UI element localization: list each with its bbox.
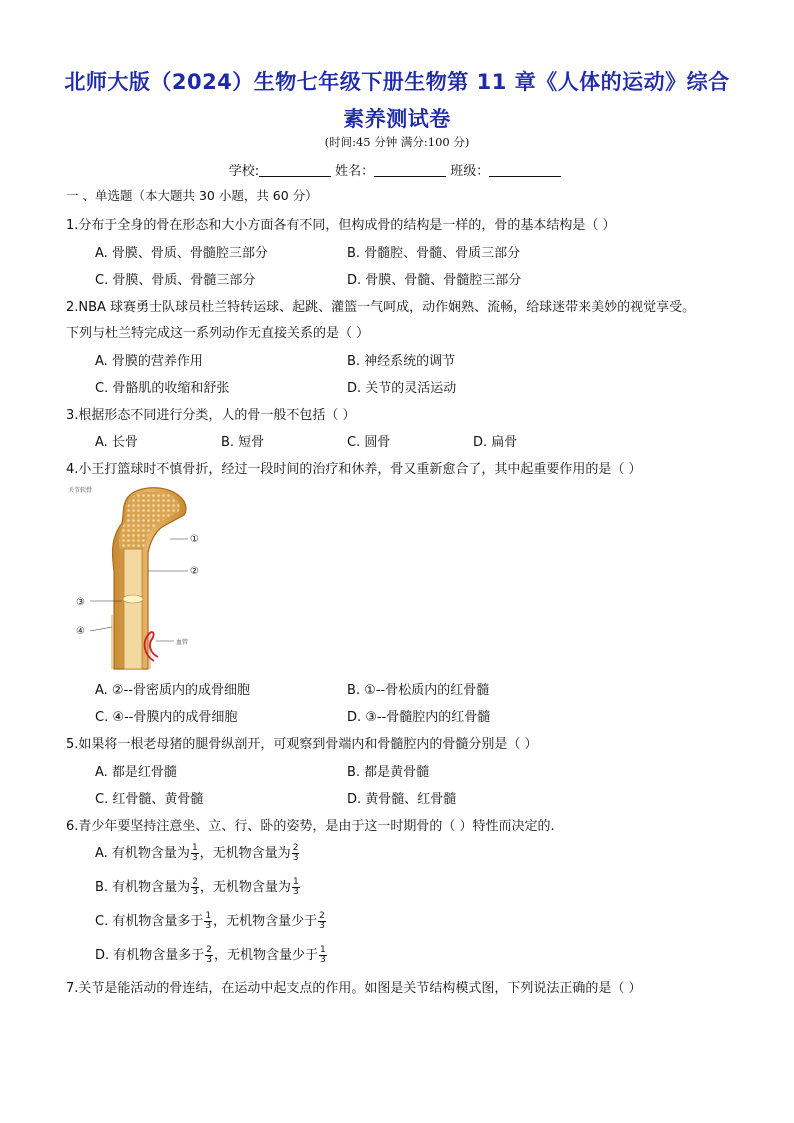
figure-caption-cartilage: 关节软骨 [68,487,93,494]
fraction: $\frac{1}{3}$ [205,911,212,931]
q6-c-text1: C. 有机物含量多于 [95,914,204,929]
name-blank[interactable] [374,163,446,177]
q3-option-d[interactable]: D. 扁骨 [473,435,518,450]
student-info-line [0,160,794,179]
q2-option-d[interactable]: D. 关节的灵活运动 [347,381,457,396]
q6-a-text1: A. 有机物含量为 [95,846,190,861]
q1-option-d[interactable]: D. 骨膜、骨髓、骨髓腔三部分 [347,273,522,288]
q6-option-c[interactable] [95,910,327,931]
label-3: ③ [76,597,85,608]
q6-d-text2: ，无机物含量少于 [214,948,319,963]
fraction: $\frac{2}{3}$ [192,877,198,897]
label-vessel: 血管 [176,639,189,646]
exam-title-line1: 北师大版（2024）生物七年级下册生物第 11 章《人体的运动》综合 [64,70,730,94]
q6-d-text1: D. 有机物含量多于 [95,948,205,963]
question-4-stem: 4.小王打篮球时不慎骨折，经过一段时间的治疗和休养，骨又重新愈合了，其中起重要作用的是（ ） [66,462,642,477]
q5-option-a[interactable]: A. 都是红骨髓 [95,765,177,780]
q6-b-text2: ，无机物含量为 [199,880,291,895]
q4-option-c[interactable]: C. ④--骨膜内的成骨细胞 [95,710,238,725]
q2-option-a[interactable]: A. 骨膜的营养作用 [95,354,203,369]
q2-option-b[interactable]: B. 神经系统的调节 [347,354,456,369]
time-info: (时间:45 分钟 满分:100 分) [324,135,470,149]
q4-option-d[interactable]: D. ③--骨髓腔内的红骨髓 [347,710,491,725]
class-blank[interactable] [489,163,561,177]
fraction: $\frac{1}{3}$ [320,945,326,965]
label-2: ② [190,566,199,577]
school-blank[interactable] [259,163,331,177]
label-1: ① [190,534,199,545]
q6-option-d[interactable] [95,944,328,965]
q2-option-c[interactable]: C. 骨骼肌的收缩和舒张 [95,381,230,396]
marrow-cavity [124,549,142,669]
q3-option-b[interactable]: B. 短骨 [221,435,265,450]
fraction: $\frac{1}{3}$ [191,843,198,863]
question-3-stem: 3.根据形态不同进行分类，人的骨一般不包括（ ） [66,408,356,423]
q5-option-c[interactable]: C. 红骨髓、黄骨髓 [95,792,204,807]
q6-b-text1: B. 有机物含量为 [95,880,191,895]
bone-structure-figure [66,483,226,671]
q4-option-b[interactable]: B. ①--骨松质内的红骨髓 [347,683,490,698]
question-5-stem: 5.如果将一根老母猪的腿骨纵剖开，可观察到骨端内和骨髓腔内的骨髓分别是（ ） [66,737,538,752]
fraction: $\frac{2}{3}$ [206,945,213,965]
q3-option-a[interactable]: A. 长骨 [95,435,138,450]
q6-option-a[interactable] [95,842,300,863]
question-2-stem-cont: 下列与杜兰特完成这一系列动作无直接关系的是（ ） [66,326,370,341]
fraction: $\frac{2}{3}$ [319,911,325,931]
q3-option-c[interactable]: C. 圆骨 [347,435,391,450]
fraction: $\frac{1}{3}$ [292,877,299,897]
bone-cut-surface [123,595,143,603]
q6-a-text2: ，无机物含量为 [199,846,291,861]
q1-option-b[interactable]: B. 骨髓腔、骨髓、骨质三部分 [347,246,521,261]
section-heading: 一 、单选题（本大题共 30 小题，共 60 分） [66,188,318,203]
q1-option-a[interactable]: A. 骨膜、骨质、骨髓腔三部分 [95,246,268,261]
question-7-stem: 7.关节是能活动的骨连结，在运动中起支点的作用。如图是关节结构模式图，下列说法正确的是（ ） [66,981,642,996]
q4-option-a[interactable]: A. ②--骨密质内的成骨细胞 [95,683,250,698]
fraction: $\frac{2}{3}$ [292,843,299,863]
q5-option-d[interactable]: D. 黄骨髓、红骨髓 [347,792,457,807]
question-2-stem: 2.NBA 球赛勇士队球员杜兰特转运球、起跳、灌篮一气呵成，动作娴熟、流畅，给球迷带来美妙的视觉享受。 [66,300,696,315]
question-6-stem: 6.青少年要坚持注意坐、立、行、卧的姿势，是由于这一时期骨的（ ）特性而决定的. [66,819,555,834]
school-label: 学校: [228,164,260,179]
name-label: 姓名： [335,164,375,179]
q6-option-b[interactable] [95,876,301,897]
label-4: ④ [76,626,85,637]
q6-c-text2: ，无机物含量少于 [213,914,318,929]
question-1-stem: 1.分布于全身的骨在形态和大小方面各有不同，但构成骨的结构是一样的，骨的基本结构是（ ） [66,218,616,233]
q1-option-c[interactable]: C. 骨膜、骨质、骨髓三部分 [95,273,256,288]
exam-title-line2: 素养测试卷 [343,107,451,131]
q5-option-b[interactable]: B. 都是黄骨髓 [347,765,430,780]
class-label: 班级： [450,164,490,179]
